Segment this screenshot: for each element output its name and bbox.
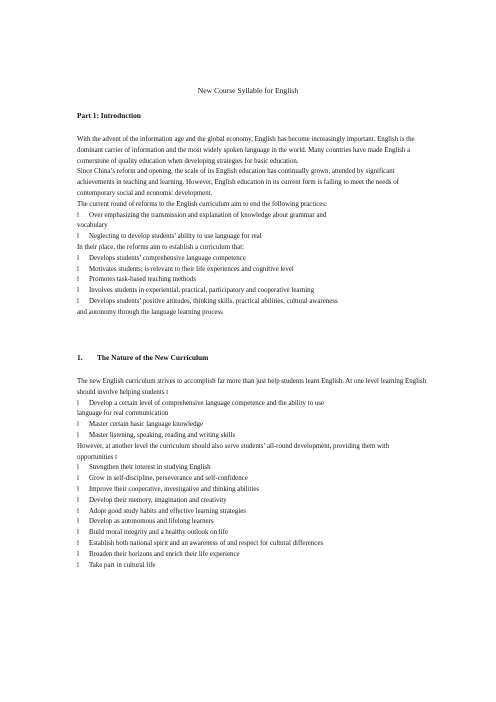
list-item	[77, 265, 427, 276]
list-item-text: Involves students in experiential, practical, participatory and cooperative learning	[89, 287, 315, 295]
list-item	[77, 561, 427, 572]
bullet-marker: l	[77, 496, 79, 504]
list-item-text: Neglecting to develop students’ ability to use language for real	[89, 233, 262, 241]
part1-heading: Part 1: Introduction	[77, 111, 141, 120]
list-item	[77, 550, 427, 561]
document-title: New Course Syllable for English	[197, 86, 299, 95]
bullet-marker: l	[77, 287, 79, 295]
bullet-marker: l	[77, 399, 79, 407]
section-number: 1.	[77, 353, 83, 362]
list-item-text: Improve their cooperative, investigative and thinking abilities	[89, 485, 260, 493]
list-item	[77, 232, 427, 243]
bullet-marker: l	[77, 254, 79, 262]
bullet-marker: l	[77, 475, 79, 483]
list-item-text: Over emphasizing the transmission and explanation of knowledge about grammar and	[89, 211, 327, 219]
list-item-text: Establish both national spirit and an awareness of and respect for cultural differences	[89, 539, 324, 547]
section-1-heading	[77, 353, 208, 363]
bullet-marker: l	[77, 539, 79, 547]
intro-paragraph-2: Since China’s reform and opening, the scale of its English education has continually grown, attended by significant achievements in teaching and learning. However, English education in its current form is failing to meet the needs of contemporary social and economic development.	[77, 168, 399, 197]
list-item	[77, 539, 427, 550]
bullet-marker: l	[77, 464, 79, 472]
bullet-marker: l	[77, 421, 79, 429]
bullet-marker: l	[77, 561, 79, 569]
list-item	[77, 211, 427, 222]
list-item	[77, 297, 427, 308]
list-item	[77, 463, 427, 474]
list-item	[77, 286, 427, 297]
level2-list	[77, 463, 427, 571]
bullet-marker: l	[77, 507, 79, 515]
list-item-continuation: language for real communication	[77, 410, 169, 418]
list-item-continuation: vocabulary	[77, 222, 108, 230]
list-item-text: Develop a certain level of comprehensive language competence and the ability to use	[89, 399, 324, 407]
list-item-text: Master listening, speaking, reading and writing skills	[89, 431, 236, 439]
list-item-text: Develop their memory, imagination and creativity	[89, 496, 227, 504]
list-item	[77, 275, 427, 286]
list-item	[77, 517, 427, 528]
bullet-marker: l	[77, 276, 79, 284]
bullet-marker: l	[77, 265, 79, 273]
replace-intro: In their place, the reforms aim to establish a curriculum that:	[77, 243, 245, 251]
bullet-marker: l	[77, 518, 79, 526]
bullet-marker: l	[77, 529, 79, 537]
list-item-text: Develop as autonomous and lifelong learners	[89, 518, 214, 526]
nature-section	[77, 377, 427, 571]
list-item-text: Strengthen their interest in studying English	[89, 464, 211, 472]
list-item-text: Develops students’ positive attitudes, thinking skills, practical abilities, cultural awareness	[89, 297, 338, 305]
intro-paragraph-1: With the advent of the information age and the global economy, English has become increasingly important. English is the dominant carrier of information and the most widely spoken language in the world. Many countries have made English a cornerstone of quality education when developing strategies for basic education.	[77, 136, 415, 165]
intro-paragraph-3: The current round of reforms to the English curriculum aim to end the following practices:	[77, 200, 327, 208]
list-item-text: Grow in self-discipline, perseverance and self-confidence	[89, 475, 248, 483]
list-item-text: Build moral integrity and a healthy outlook on life	[89, 529, 228, 537]
list-item	[77, 496, 427, 507]
list-item-text: Take part in cultural life	[89, 561, 156, 569]
curriculum-list	[77, 254, 427, 319]
bullet-marker: l	[77, 211, 79, 219]
list-item-text: Broaden their horizons and enrich their life experience	[89, 550, 240, 558]
list-item	[77, 507, 427, 518]
another-level-paragraph: However, at another level the curriculum should also serve students’ all-round development, providing them with opportunities t	[77, 442, 390, 461]
list-item	[77, 254, 427, 265]
bullet-marker: l	[77, 233, 79, 241]
list-item	[77, 399, 427, 410]
list-item-text: Master certain basic language knowledge	[89, 421, 204, 429]
list-item	[77, 420, 427, 431]
list-item	[77, 528, 427, 539]
list-item	[77, 474, 427, 485]
list-item-text: Adopt good study habits and effective learning strategies	[89, 507, 246, 515]
introduction-section	[77, 135, 427, 319]
bullet-marker: l	[77, 550, 79, 558]
section-title: The Nature of the New Curriculum	[97, 353, 209, 362]
list-item	[77, 485, 427, 496]
list-item-text: Promotes task-based teaching methods	[89, 276, 196, 284]
nature-paragraph: The new English curriculum strives to accomplish far more than just help students learn English. At one level learning English should involve helping students t	[77, 378, 427, 396]
list-item	[77, 431, 427, 442]
list-item-text: Motivates students; is relevant to their life experiences and cognitive level	[89, 265, 294, 273]
bullet-marker: l	[77, 297, 79, 305]
bullet-marker: l	[77, 431, 79, 439]
list-item-continuation: and autonomy through the language learning process	[77, 308, 223, 316]
bullet-marker: l	[77, 485, 79, 493]
practices-list	[77, 211, 427, 243]
list-item-text: Develops students’ comprehensive language competence	[89, 254, 246, 262]
level1-list	[77, 399, 427, 442]
